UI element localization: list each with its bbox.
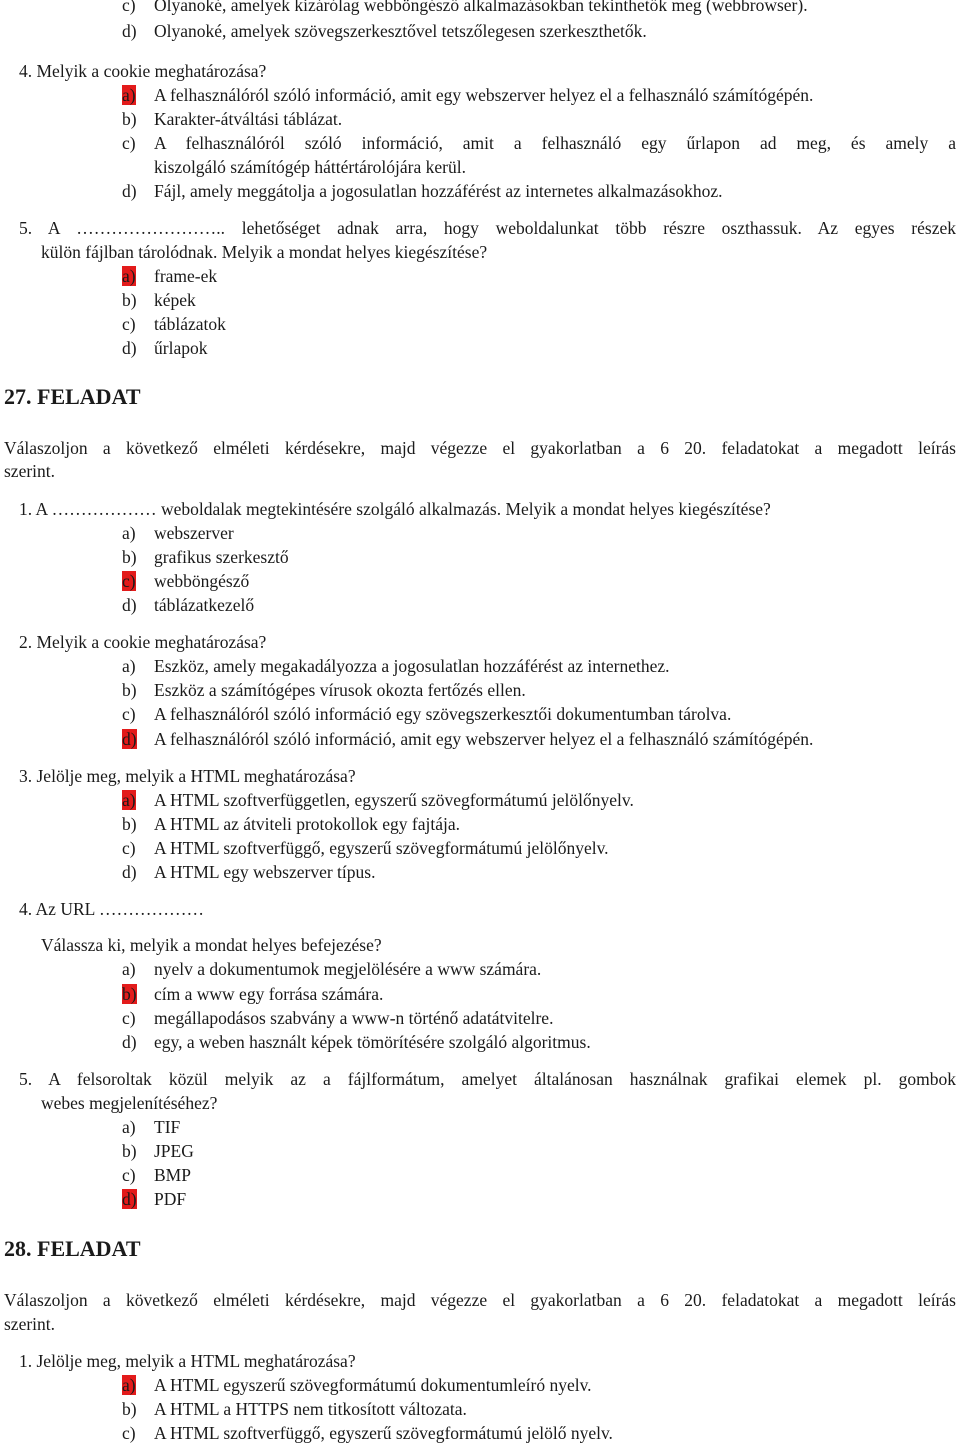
correct-answer-marker: c) — [122, 571, 136, 591]
option-c-continued: kiszolgáló számítógép háttértárolójára kerül. — [154, 157, 466, 177]
option-c — [122, 0, 808, 16]
option-text: megállapodásos szabvány a www-n történő adatátvitelre. — [154, 1008, 554, 1028]
option-label: d) — [122, 862, 137, 882]
option-label: b) — [122, 109, 137, 129]
option-text: egy, a weben használt képek tömörítésére szolgáló algoritmus. — [154, 1032, 591, 1052]
option-a — [122, 655, 670, 677]
question-5-continued: külön fájlban tárolódnak. Melyik a mondat helyes kiegészítése? — [41, 242, 488, 262]
option-label: d) — [122, 338, 137, 358]
section-intro-continued: szerint. — [4, 1314, 56, 1334]
option-b — [122, 983, 383, 1005]
option-text: A HTML szoftverfüggő, egyszerű szövegformátumú jelölő nyelv. — [154, 1423, 613, 1443]
option-text: Olyanoké, amelyek szövegszerkesztővel tetszőlegesen szerkeszthetők. — [154, 21, 647, 41]
question-5: 5. A …………………….. lehetőséget adnak arra, hogy weboldalunkat több részre oszthassuk. Az egyes részek — [19, 218, 956, 238]
option-text: A HTML az átviteli protokollok egy fajtája. — [154, 814, 461, 834]
option-text: táblázatkezelő — [154, 595, 255, 615]
question-4-instruction: Válassza ki, melyik a mondat helyes befejezése? — [41, 935, 382, 955]
option-text: táblázatok — [154, 314, 226, 334]
option-b — [122, 289, 196, 311]
option-text: A felhasználóról szóló információ, amit a felhasználó egy űrlapon ad meg, és amely a — [154, 133, 956, 153]
option-d — [122, 1031, 591, 1053]
option-a — [122, 1374, 592, 1396]
option-label: c) — [122, 133, 136, 153]
option-b — [122, 108, 342, 130]
option-label: b) — [122, 1399, 137, 1419]
question-5-continued: webes megjelenítéséhez? — [41, 1093, 218, 1113]
option-c — [122, 313, 226, 335]
option-text: cím a www egy forrása számára. — [154, 984, 384, 1004]
correct-answer-marker: b) — [122, 984, 137, 1004]
option-a — [122, 84, 813, 106]
option-text: A felhasználóról szóló információ, amit egy webszerver helyez el a felhasználó számítógépén. — [154, 85, 814, 105]
option-text: Karakter-átváltási táblázat. — [154, 109, 343, 129]
option-label: c) — [122, 838, 136, 858]
option-label: c) — [122, 314, 136, 334]
option-text: JPEG — [154, 1141, 194, 1161]
option-text: Fájl, amely meggátolja a jogosulatlan hozzáférést az internetes alkalmazásokhoz. — [154, 181, 723, 201]
option-text: A felhasználóról szóló információ, amit egy webszerver helyez el a felhasználó számítógépén. — [154, 729, 814, 749]
option-label: a) — [122, 523, 136, 543]
section-intro-continued: szerint. — [4, 461, 56, 481]
option-a — [122, 522, 234, 544]
option-d — [122, 20, 647, 42]
section-intro: Válaszoljon a következő elméleti kérdésekre, majd végezze el gyakorlatban a 6 20. feladatokat a megadott leírás — [4, 438, 956, 458]
option-label: d) — [122, 1032, 137, 1052]
option-label: d) — [122, 21, 137, 41]
correct-answer-marker: a) — [122, 266, 136, 286]
option-d — [122, 337, 207, 359]
option-text: nyelv a dokumentumok megjelölésére a www számára. — [154, 959, 542, 979]
option-label: b) — [122, 814, 137, 834]
option-text: webszerver — [154, 523, 234, 543]
option-text: űrlapok — [154, 338, 208, 358]
option-label: a) — [122, 959, 136, 979]
option-b — [122, 1140, 194, 1162]
option-d — [122, 594, 254, 616]
option-text: TIF — [154, 1117, 181, 1137]
option-label: c) — [122, 0, 136, 15]
section-heading-28: 28. FELADAT — [4, 1236, 141, 1261]
option-label: a) — [122, 1117, 136, 1137]
option-label: c) — [122, 1165, 136, 1185]
option-a — [122, 789, 634, 811]
correct-answer-marker: a) — [122, 85, 136, 105]
question-4: 4. Az URL ……………… — [19, 899, 205, 919]
option-d — [122, 1188, 186, 1210]
option-text: A HTML egy webszerver típus. — [154, 862, 376, 882]
option-label: d) — [122, 181, 137, 201]
option-text: Eszköz, amely megakadályozza a jogosulatlan hozzáférést az internethez. — [154, 656, 670, 676]
question-3: 3. Jelölje meg, melyik a HTML meghatározása? — [19, 766, 356, 786]
option-b — [122, 813, 460, 835]
option-text: A HTML a HTTPS nem titkosított változata. — [154, 1399, 467, 1419]
section-intro: Válaszoljon a következő elméleti kérdésekre, majd végezze el gyakorlatban a 6 20. feladatokat a megadott leírás — [4, 1290, 956, 1310]
option-label: d) — [122, 595, 137, 615]
option-text: frame-ek — [154, 266, 218, 286]
correct-answer-marker: a) — [122, 1375, 136, 1395]
correct-answer-marker: a) — [122, 790, 136, 810]
option-text: A felhasználóról szóló információ egy szövegszerkesztői dokumentumban tárolva. — [154, 704, 732, 724]
option-text: Eszköz a számítógépes vírusok okozta fertőzés ellen. — [154, 680, 526, 700]
option-text: A HTML szoftverfüggetlen, egyszerű szövegformátumú jelölőnyelv. — [154, 790, 634, 810]
option-text: A HTML szoftverfüggő, egyszerű szövegformátumú jelölőnyelv. — [154, 838, 609, 858]
option-c — [122, 1422, 613, 1444]
option-b — [122, 1398, 467, 1420]
option-a — [122, 1116, 180, 1138]
correct-answer-marker: d) — [122, 1189, 137, 1209]
option-c — [122, 703, 731, 725]
option-a — [122, 265, 217, 287]
option-d — [122, 180, 723, 202]
section-heading-27: 27. FELADAT — [4, 384, 141, 409]
correct-answer-marker: d) — [122, 729, 137, 749]
option-label: c) — [122, 1008, 136, 1028]
option-text: grafikus szerkesztő — [154, 547, 289, 567]
question-4: 4. Melyik a cookie meghatározása? — [19, 61, 267, 81]
option-c — [122, 1007, 553, 1029]
question-2: 2. Melyik a cookie meghatározása? — [19, 632, 267, 652]
option-text: képek — [154, 290, 196, 310]
option-text: A HTML egyszerű szövegformátumú dokumentumleíró nyelv. — [154, 1375, 592, 1395]
option-label: c) — [122, 704, 136, 724]
option-text: PDF — [154, 1189, 187, 1209]
option-c — [122, 1164, 191, 1186]
option-a — [122, 958, 541, 980]
question-1: 1. Jelölje meg, melyik a HTML meghatározása? — [19, 1351, 356, 1371]
question-1: 1. A ……………… weboldalak megtekintésére szolgáló alkalmazás. Melyik a mondat helyes kiegészítése? — [19, 499, 771, 519]
option-label: b) — [122, 680, 137, 700]
option-text: webböngésző — [154, 571, 250, 591]
option-label: a) — [122, 656, 136, 676]
option-label: b) — [122, 547, 137, 567]
question-5: 5. A felsoroltak közül melyik az a fájlformátum, amelyet általánosan használnak grafikai elemek pl. gombok — [19, 1069, 956, 1089]
option-text: BMP — [154, 1165, 191, 1185]
option-c — [122, 570, 249, 592]
option-b — [122, 546, 289, 568]
option-c — [122, 132, 956, 154]
option-label: c) — [122, 1423, 136, 1443]
option-d — [122, 861, 375, 883]
option-label: b) — [122, 1141, 137, 1161]
option-label: b) — [122, 290, 137, 310]
option-d — [122, 728, 813, 750]
option-text: Olyanoké, amelyek kizárólag webböngésző alkalmazásokban tekinthetők meg (webbrowser). — [154, 0, 808, 15]
option-c — [122, 837, 609, 859]
option-b — [122, 679, 526, 701]
